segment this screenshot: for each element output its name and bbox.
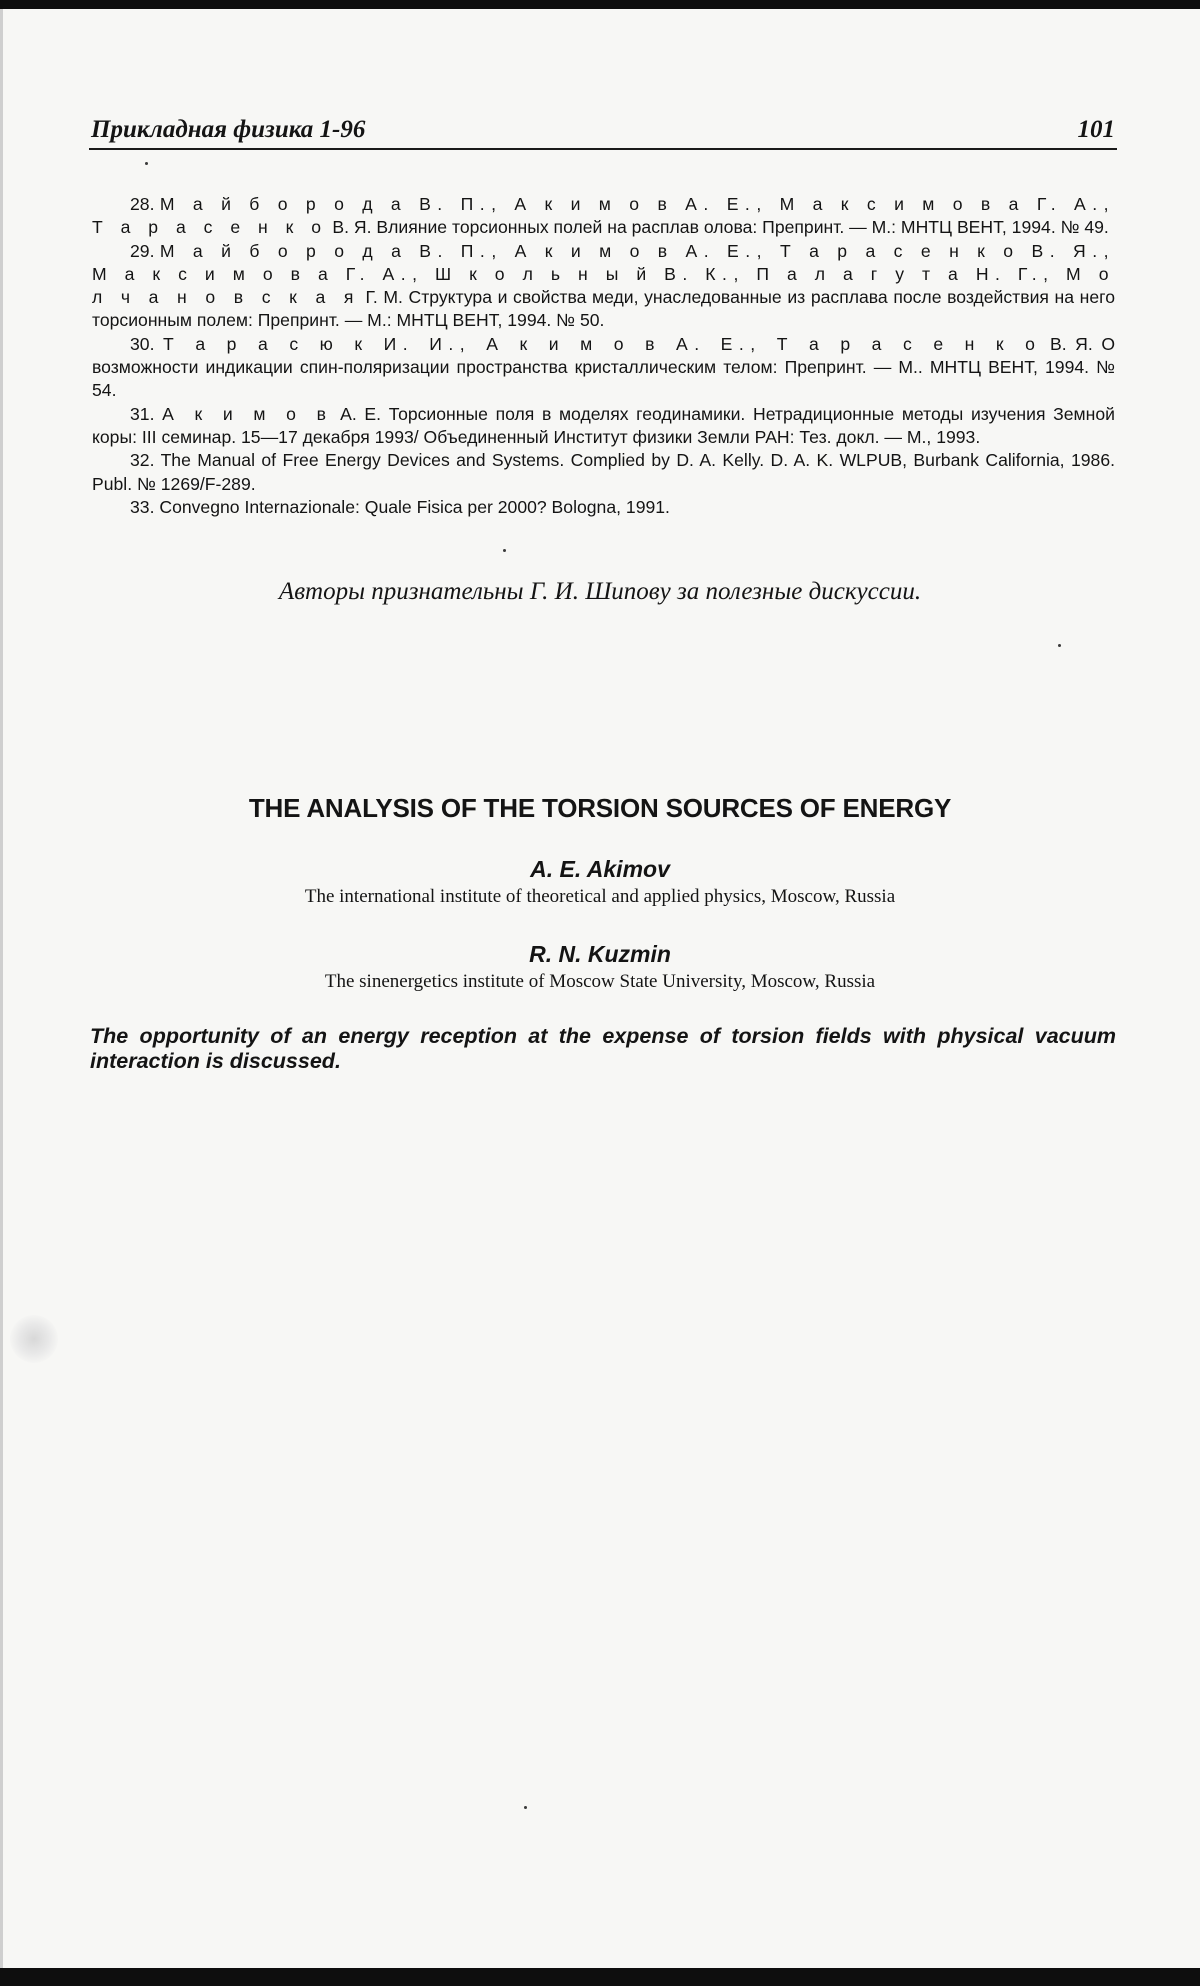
reference-number: 30. [130, 333, 155, 354]
reference-text: Convegno Internazionale: Quale Fisica per 2000? Bologna, 1991. [159, 496, 670, 517]
reference-authors: А к и м о в [162, 403, 333, 424]
reference-number: 31. [130, 403, 155, 424]
scan-smudge [10, 1315, 58, 1363]
reference-item [92, 449, 1115, 496]
scan-speck [503, 549, 506, 552]
reference-number: 32. [130, 450, 155, 471]
reference-number: 28. [130, 194, 155, 214]
paper-title: THE ANALYSIS OF THE TORSION SOURCES OF ENERGY [248, 793, 952, 823]
scan-speck [145, 162, 148, 165]
scan-speck [1058, 644, 1061, 647]
reference-authors: Т а р а с ю к И. И., А к и м о в А. Е., Т а р а с е н к о [163, 333, 1042, 354]
author-affiliation: The sinenergetics institute of Moscow State University, Moscow, Russia [324, 971, 876, 992]
running-header [89, 114, 1117, 150]
reference-authors: М а й б о р о д а В. П., А к и м о в А. Е., М а к с и м о в а Г. А., Т а р а с е н к о [92, 194, 1115, 238]
journal-title: Прикладная физика 1-96 [91, 116, 366, 143]
reference-text: В. Я. О возможности индикации спин-поляризации пространства кристаллическим телом: Препринт. — М.. МНТЦ ВЕНТ, 1994. № 54. [92, 333, 1116, 401]
author-affiliation: The international institute of theoretical and applied physics, Moscow, Russia [304, 886, 896, 907]
acknowledgement: Авторы признательны Г. И. Шипову за полезные дискуссии. [278, 578, 922, 605]
reference-text: Г. М. Структура и свойства меди, унаследованные из расплава после воздействия на него торсионным полем: Препринт. — М.: МНТЦ ВЕНТ, 1994. № 50. [92, 287, 1115, 331]
abstract: The opportunity of an energy reception at the expense of torsion fields with physical vacuum interaction is discussed. [90, 1024, 1116, 1073]
reference-text: The Manual of Free Energy Devices and Systems. Complied by D. A. Kelly. D. A. K. WLPUB, Burbank California, 1986. Publ. № 1269/F-289. [92, 450, 1115, 494]
reference-text: В. Я. Влияние торсионных полей на расплав олова: Препринт. — М.: МНТЦ ВЕНТ, 1994. № 49. [327, 217, 1109, 238]
reference-item [92, 193, 1115, 240]
reference-item [92, 240, 1115, 333]
page-number: 101 [1077, 116, 1115, 143]
reference-list [92, 193, 1115, 519]
scan-speck [524, 1806, 527, 1809]
author-name: A. E. Akimov [530, 856, 670, 882]
scan-border-top [0, 0, 1200, 9]
reference-number: 29. [130, 240, 155, 261]
reference-text: А. Е. Торсионные поля в моделях геодинамики. Нетрадиционные методы изучения Земной коры: III семинар. 15—17 декабря 1993/ Объединенный Институт физики Земли РАН: Тез. докл. — М., 1993. [92, 403, 1115, 447]
reference-item [92, 403, 1115, 450]
reference-item [92, 496, 1115, 519]
reference-item [92, 333, 1115, 403]
reference-number: 33. [130, 496, 155, 517]
reference-authors: М а й б о р о д а В. П., А к и м о в А. Е., Т а р а с е н к о В. Я., М а к с и м о в а Г. А., Ш к о л ь н ы й В. К., П а л а г у т а Н. Г., М о л ч а н о в с к а я [92, 240, 1115, 308]
scan-border-bottom [0, 1968, 1200, 1986]
author-name: R. N. Kuzmin [529, 941, 671, 967]
